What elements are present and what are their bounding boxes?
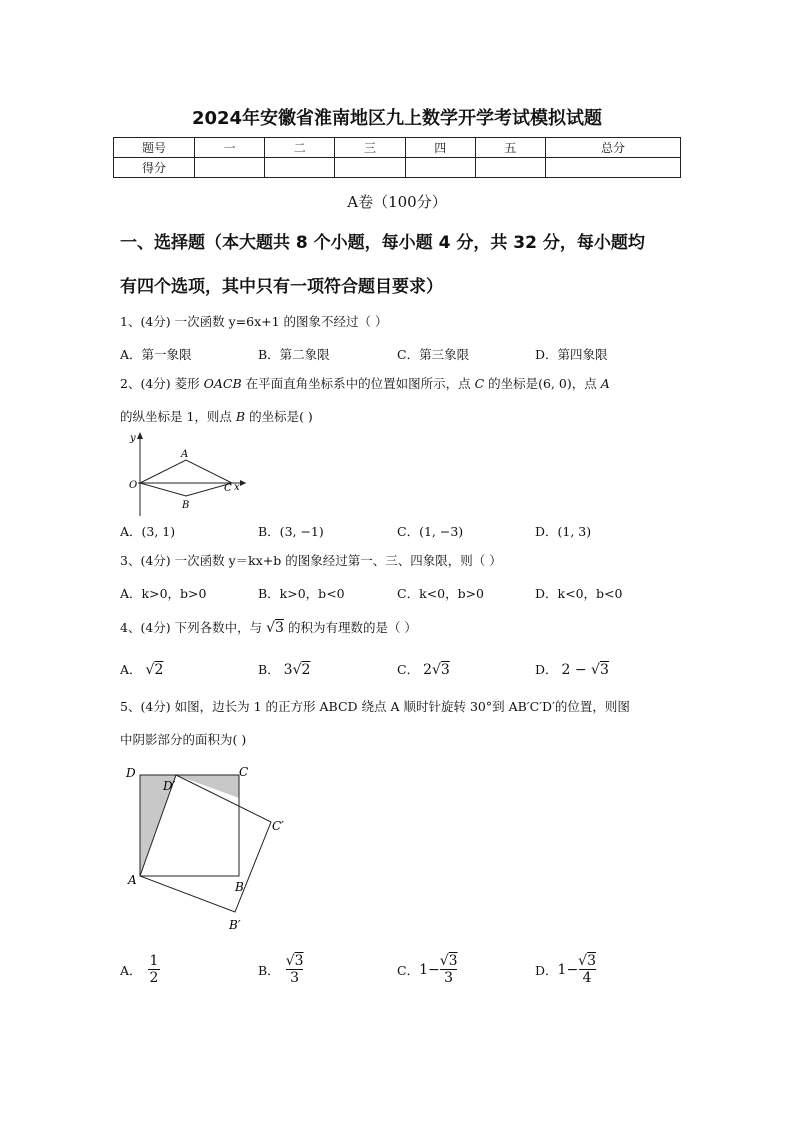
q2-text: 在平面直角坐标系中的位置如图所示，点 (241, 376, 475, 391)
sqrt-expression: 3√2 (283, 662, 311, 678)
paper-label: A卷（100分） (347, 193, 447, 211)
q2-text: OACB (203, 376, 242, 391)
question-2-stem-line1 (120, 375, 682, 393)
label-d-prime: D′ (163, 779, 176, 793)
coefficient: 2 (423, 662, 432, 678)
radicand: 3 (294, 953, 304, 969)
question-5-stem (120, 698, 682, 749)
denominator: 3 (440, 969, 457, 986)
rotated-square-figure (118, 760, 298, 935)
q2-option-b[interactable]: B．(3, −1) (258, 524, 324, 539)
y-axis-arrow (137, 432, 143, 439)
q3-option-d[interactable]: D．k<0，b<0 (535, 586, 623, 601)
question-5-stem-line1: 5、(4分) 如图，边长为 1 的正方形 ABCD 绕点 A 顺时针旋转 30°到 AB′C′D′的位置，则图 (120, 699, 630, 714)
origin-label: O (129, 480, 138, 491)
fraction (286, 953, 304, 986)
header-cell: 三 (335, 138, 405, 158)
question-5-stem-line2: 中阴影部分的面积为( ) (120, 732, 247, 747)
question-2-stem-line2 (120, 408, 682, 426)
prefix: 2 − (561, 662, 587, 678)
option-letter: A． (120, 962, 142, 978)
q4-option-a[interactable] (120, 660, 163, 678)
prefix: 1− (419, 961, 440, 978)
q4-text: 的积为有理数的是（ ） (287, 620, 417, 635)
label-a: A (128, 873, 137, 887)
denominator: 4 (579, 969, 596, 986)
header-cell: 总分 (546, 138, 681, 158)
score-cell[interactable] (546, 158, 681, 178)
sqrt-expression: √2 (145, 662, 164, 678)
header-cell: 题号 (114, 138, 195, 158)
denominator: 2 (149, 970, 159, 986)
q3-option-b[interactable]: B．k>0，b<0 (258, 586, 345, 601)
point-b-label: B (182, 500, 190, 511)
q2-text: 的坐标是( ) (245, 409, 313, 424)
q4-option-d[interactable] (535, 660, 609, 678)
option-letter: B． (258, 962, 280, 978)
q5-option-a[interactable] (120, 953, 160, 986)
radicand: 3 (599, 662, 609, 678)
header-cell: 一 (195, 138, 265, 158)
q1-option-d[interactable]: D．第四象限 (535, 347, 608, 362)
option-letter: D． (535, 962, 558, 978)
label-b-prime: B′ (229, 918, 241, 932)
option-letter: A． (120, 662, 142, 677)
question-2-stem (120, 375, 682, 426)
prefix: 1− (557, 961, 579, 978)
q3-option-c[interactable]: C．k<0，b>0 (397, 586, 484, 601)
rhombus (140, 460, 232, 496)
q1-option-a[interactable]: A．第一象限 (120, 347, 192, 362)
section-heading (120, 221, 680, 309)
option-letter: D． (535, 662, 558, 677)
q2-option-d[interactable]: D．(1, 3) (535, 524, 592, 539)
score-cell[interactable] (195, 158, 265, 178)
q2-option-c[interactable]: C．(1, −3) (397, 524, 464, 539)
option-letter: C． (397, 962, 420, 978)
fraction (148, 953, 161, 986)
score-table (113, 137, 681, 178)
q5-option-c[interactable] (397, 953, 458, 986)
score-cell[interactable] (475, 158, 545, 178)
y-label: y (130, 433, 136, 444)
header-cell: 五 (475, 138, 545, 158)
section-heading-line2: 有四个选项，其中只有一项符合题目要求） (120, 277, 443, 297)
label-c: C (239, 765, 249, 779)
q5-option-b[interactable] (258, 953, 304, 986)
point-c-label: C (224, 483, 232, 494)
header-cell: 二 (265, 138, 335, 158)
q2-text: B (235, 409, 246, 424)
x-label: x (234, 482, 240, 493)
label-b: B (235, 880, 244, 894)
rhombus-figure (118, 428, 258, 518)
point-a-label: A (181, 449, 189, 460)
q5-option-d[interactable] (535, 953, 596, 986)
label-c-prime: C′ (272, 819, 284, 833)
radicand: 3 (440, 662, 450, 678)
fraction (578, 953, 596, 986)
radicand: 2 (154, 662, 164, 678)
q2-text: C (474, 376, 485, 391)
score-cell[interactable] (265, 158, 335, 178)
fraction (440, 953, 458, 986)
q2-text: 的坐标是(6, 0)，点 (484, 376, 601, 391)
question-1-stem: 1、(4分) 一次函数 y=6x+1 的图象不经过（ ） (120, 314, 388, 329)
coefficient: 3 (283, 662, 293, 678)
numerator: √3 (439, 953, 458, 969)
score-cell[interactable] (405, 158, 475, 178)
option-letter: C． (397, 662, 420, 677)
question-3-stem: 3、(4分) 一次函数 y＝kx+b 的图象经过第一、三、四象限，则（ ） (120, 553, 502, 568)
score-cell[interactable] (335, 158, 405, 178)
score-table-score-row (114, 158, 681, 178)
shaded-region (176, 775, 239, 798)
label-d: D (126, 766, 136, 780)
q2-text: 2、(4分) 菱形 (120, 376, 204, 391)
numerator: √3 (285, 953, 304, 969)
q4-text: 4、(4分) 下列各数中，与 (120, 620, 263, 635)
exam-title: 2024年安徽省淮南地区九上数学开学考试模拟试题 (191, 108, 603, 129)
radicand: 3 (275, 620, 284, 636)
q2-option-a[interactable]: A．(3, 1) (120, 524, 176, 539)
q2-text: A (600, 376, 610, 391)
row-label: 得分 (114, 158, 195, 178)
header-cell: 四 (405, 138, 475, 158)
sqrt-expression: 2√3 (423, 662, 450, 678)
score-table-header-row (114, 138, 681, 158)
q3-option-a[interactable]: A．k>0，b>0 (120, 586, 207, 601)
numerator: 1 (149, 953, 159, 969)
q1-option-b[interactable]: B．第二象限 (258, 347, 330, 362)
q4-option-b[interactable] (258, 660, 310, 678)
radicand: 3 (448, 953, 458, 969)
x-axis-arrow (240, 480, 246, 486)
option-letter: B． (258, 662, 280, 677)
section-heading-line1: 一、选择题（本大题共 8 个小题，每小题 4 分，共 32 分，每小题均 (120, 233, 645, 253)
sqrt-expression: 2 − √3 (561, 662, 609, 678)
sqrt-expression: √3 (266, 620, 284, 636)
question-4-stem (120, 619, 682, 637)
denominator: 3 (286, 969, 303, 986)
radicand: 2 (301, 662, 311, 678)
q4-option-c[interactable] (397, 660, 450, 678)
numerator: √3 (578, 953, 597, 969)
radicand: 3 (587, 953, 597, 969)
q2-text: 的纵坐标是 1，则点 (120, 409, 236, 424)
q1-option-c[interactable]: C．第三象限 (397, 347, 470, 362)
